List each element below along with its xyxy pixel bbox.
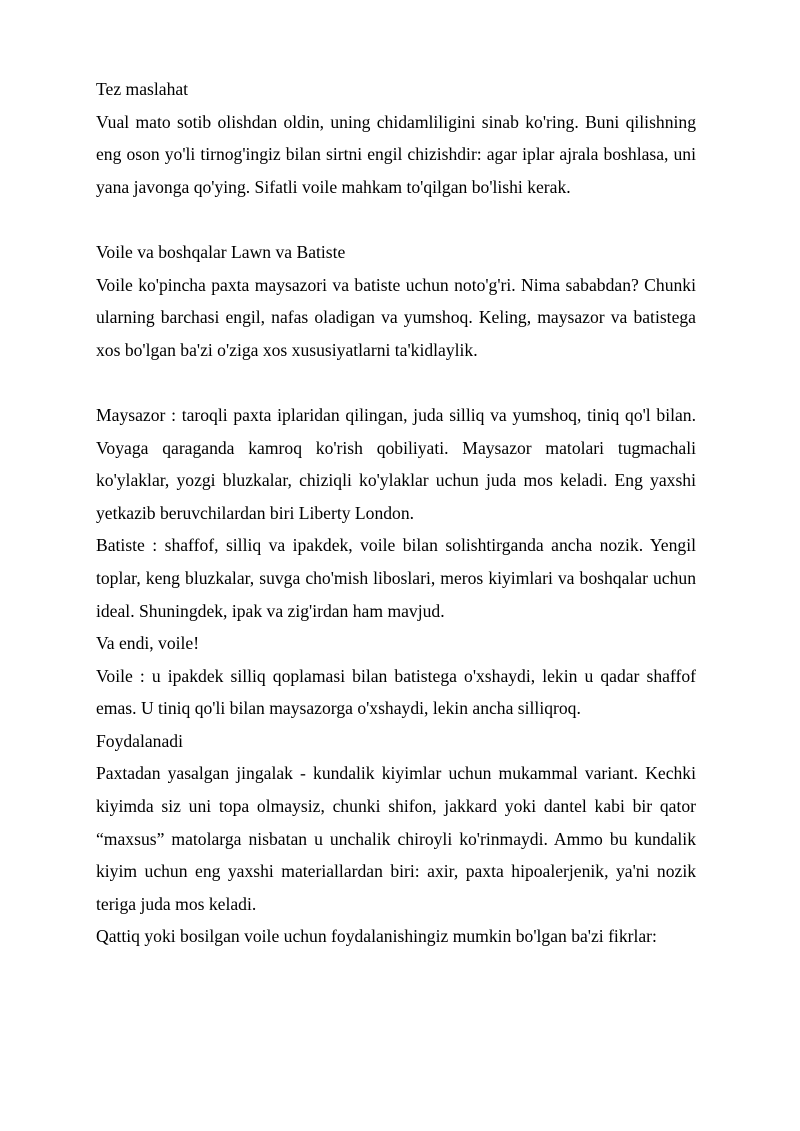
paragraph-lawn: Maysazor : taroqli paxta iplaridan qilingan, juda silliq va yumshoq, tiniq qo'l bilan. Voyaga qaraganda kamroq ko'rish qobiliyati. Maysazor matolari tugmachali ko'ylaklar, yozgi bluzkalar, chiziqli ko'ylaklar uchun juda mos keladi. Eng yaxshi yetkazib beruvchilardan biri Liberty London. xyxy=(96,404,696,523)
document-page xyxy=(96,73,696,953)
paragraph-voile: Voile : u ipakdek silliq qoplamasi bilan batistega o'xshaydi, lekin u qadar shaffof emas. U tiniq qo'li bilan maysazorga o'xshaydi, lekin ancha silliqroq. xyxy=(96,665,696,719)
heading-voile-vs-others: Voile va boshqalar Lawn va Batiste xyxy=(96,241,346,262)
heading-quick-tip: Tez maslahat xyxy=(96,79,189,99)
paragraph-batiste: Batiste : shaffof, silliq va ipakdek, voile bilan solishtirganda ancha nozik. Yengil toplar, keng bluzkalar, suvga cho'mish liboslari, meros kiyimlari va boshqalar uchun ideal. Shuningdek, ipak va zig'irdan ham mavjud. xyxy=(96,535,696,621)
paragraph-voile-comparison: Voile ko'pincha paxta maysazori va batiste uchun noto'g'ri. Nima sababdan? Chunki ularning barchasi engil, nafas oladigan va yumshoq. Keling, maysazor va batistega xos bo'lgan ba'zi o'ziga xos xususiyatlarni ta'kidlaylik. xyxy=(96,274,696,360)
heading-and-now-voile: Va endi, voile! xyxy=(96,633,200,654)
heading-uses: Foydalanadi xyxy=(96,730,183,751)
blank-line xyxy=(96,203,696,236)
paragraph-durability-tip: Vual mato sotib olishdan oldin, uning chidamliligini sinab ko'ring. Buni qilishning eng oson yo'li tirnog'ingiz bilan sirtni engil chizishdir: agar iplar ajrala boshlasa, uni yana javonga qo'ying. Sifatli voile mahkam to'qilgan bo'lishi kerak. xyxy=(96,111,696,197)
paragraph-ideas-intro: Qattiq yoki bosilgan voile uchun foydalanishingiz mumkin bo'lgan ba'zi fikrlar: xyxy=(96,926,657,947)
blank-line xyxy=(96,366,696,399)
paragraph-uses: Paxtadan yasalgan jingalak - kundalik kiyimlar uchun mukammal variant. Kechki kiyimda siz uni topa olmaysiz, chunki shifon, jakkard yoki dantel kabi bir qator “maxsus” matolarga nisbatan u unchalik chiroyli ko'rinmaydi. Ammo bu kundalik kiyim uchun eng yaxshi materiallardan biri: axir, paxta hipoalerjenik, ya'ni nozik teriga juda mos keladi. xyxy=(96,763,696,914)
